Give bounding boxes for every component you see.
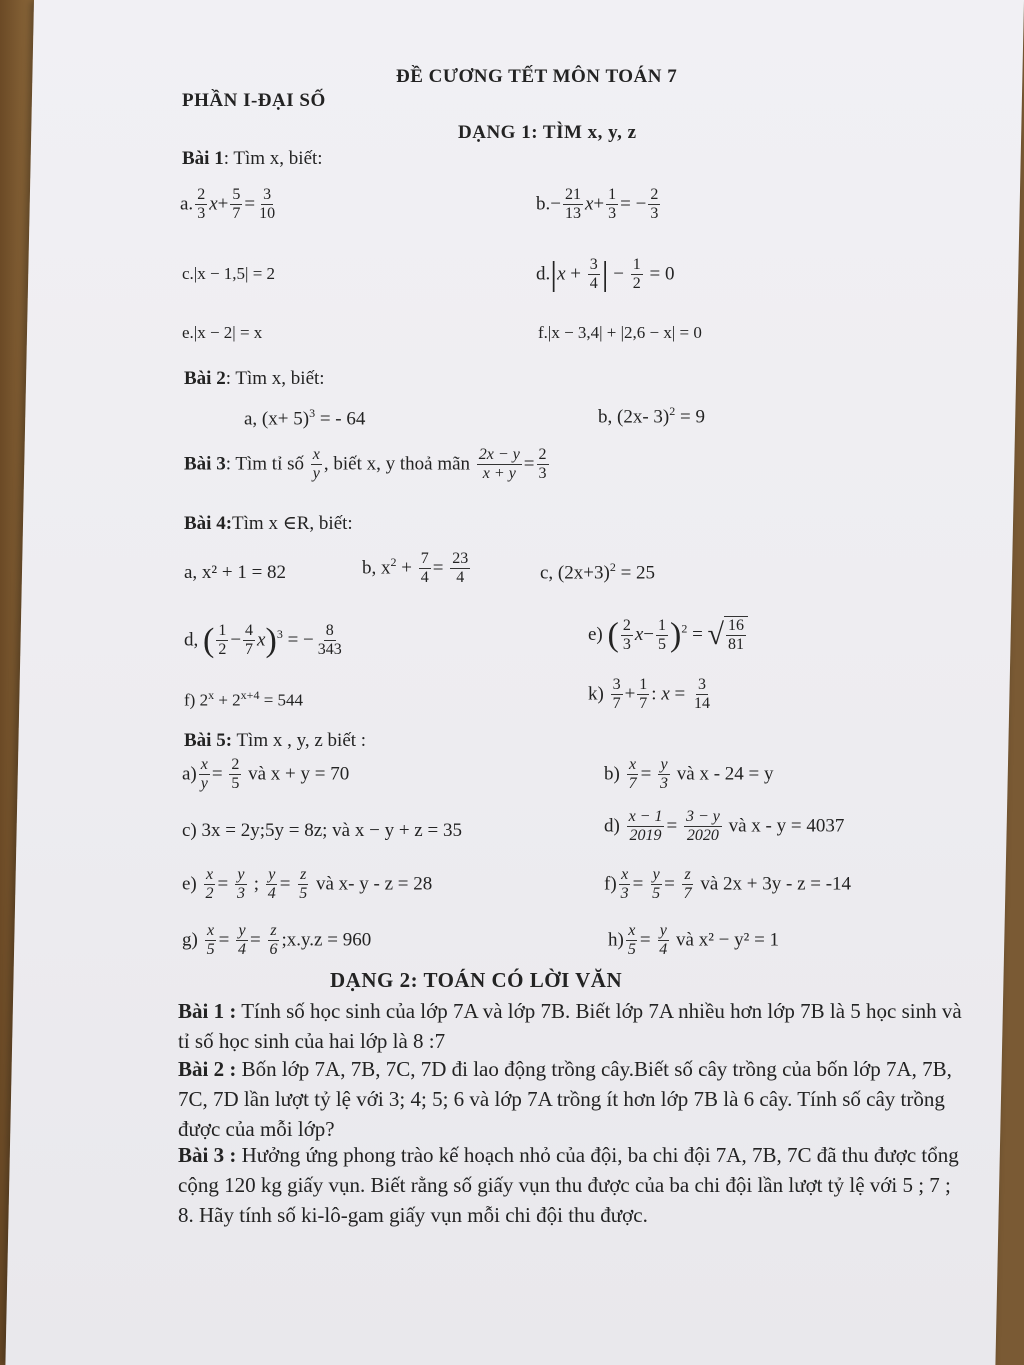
bai5-h: h) $\frac{x}{5}$ = $\frac{y}{4}$ và x² − y² = 1: [608, 922, 780, 959]
bai5-c: c) 3x = 2y;5y = 8z; và x − y + z = 35: [182, 820, 462, 841]
bai3: Bài 3: Tìm tỉ số $\frac{x}{y}$ , biết x, y thoả mãn $\frac{2x - y}{x + y}$ = $\frac{2}{3}$: [184, 446, 547, 483]
bai5-heading: Bài 5: Tìm x , y, z biết :: [184, 730, 367, 751]
bai4-b: b, $x^2$ + $\frac{7}{4}$ = $\frac{23}{4}$: [362, 550, 469, 587]
bai1-c: c.|x − 1,5| = 2: [182, 264, 276, 283]
bai5-b: b) $\frac{x}{7}$ = $\frac{y}{3}$ và x - 24 = y: [604, 756, 774, 793]
dang2-bai1: Bài 1 : Tính số học sinh của lớp 7A và lớp 7B. Biết lớp 7A nhiều hơn lớp 7B là 5 học sinh và tỉ số học sinh của hai lớp là 8 :7: [178, 999, 962, 1053]
bai1-d: d.|x + $\frac{3}{4}$ | − $\frac{1}{2}$ = 0: [536, 255, 675, 293]
bai1-heading: Bài 1: Tìm x, biết:: [182, 148, 323, 169]
bai5-a: a) $\frac{x}{y}$ = $\frac{2}{5}$ và x + y = 70: [182, 756, 350, 793]
bai4-c: c, $(2x+3)^2 = 25$: [540, 560, 656, 584]
bai2-a: a, $(x+ 5)^3$ = - 64: [244, 406, 366, 430]
part-heading: PHẦN I-ĐẠI SỐ: [182, 90, 326, 111]
bai1-a: a. $\frac{2}{3}$ x+ $\frac{5}{7}$ = $\frac{3}{10}$: [180, 186, 276, 223]
bai1-f: f.|x − 3,4| + |2,6 − x| = 0: [538, 323, 702, 342]
worksheet-title: ĐỀ CƯƠNG TẾT MÔN TOÁN 7: [396, 66, 678, 87]
bai4-f: f) $2^x + 2^{x+4} = 544$: [184, 688, 304, 710]
bai4-heading: Bài 4:Tìm x ∈R, biết:: [184, 513, 353, 534]
bai5-d: d) $\frac{x - 1}{2019}$ = $\frac{3 - y}{2020}$ và x - y = 4037: [604, 808, 845, 845]
bai4-a: a, x² + 1 = 82: [184, 562, 287, 583]
section-heading-dang1: DẠNG 1: TÌM x, y, z: [458, 122, 637, 143]
bai1-b: b.− $\frac{21}{13}$ x+ $\frac{1}{3}$ = − $\frac{2}{3}$: [536, 186, 659, 223]
bai2-heading: Bài 2: Tìm x, biết:: [184, 368, 325, 389]
dang2-bai3: Bài 3 : Hưởng ứng phong trào kế hoạch nhỏ của đội, ba chi đội 7A, 7B, 7C đã thu được tổng cộng 120 kg giấy vụn. Biết rằng số giấy vụn thu được của ba chi đội lần lượt tỷ lệ với 5 ; 7 ; 8. Hãy tính số ki-lô-gam giấy vụn mỗi chi đội thu được.: [178, 1143, 959, 1227]
bai4-k: k) $\frac{3}{7}$ + $\frac{1}{7}$ : x = $\frac{3}{14}$: [588, 676, 710, 713]
bai5-g: g) $\frac{x}{5}$ = $\frac{y}{4}$ = $\frac{z}{6}$ ;x.y.z = 960: [182, 922, 372, 959]
dang2-bai2: Bài 2 : Bốn lớp 7A, 7B, 7C, 7D đi lao động trồng cây.Biết số cây trồng của bốn lớp 7A, 7B, 7C, 7D lần lượt tỷ lệ với 3; 4; 5; 6 và lớp 7A trồng ít hơn lớp 7B là 6 cây. Tính số cây trồng được của mỗi lớp?: [178, 1057, 952, 1141]
bai2-b: b, (2x- 3)$^2$ = 9: [598, 404, 705, 428]
bai5-e: e) $\frac{x}{2}$ = $\frac{y}{3}$ ; $\frac{y}{4}$ = $\frac{z}{5}$ và x- y - z = 28: [182, 866, 433, 903]
bai4-e: e) ( $\frac{2}{3}$ x− $\frac{1}{5}$ )$^2$ = √ $\frac{16}{81}$: [588, 616, 748, 655]
bai5-f: f) $\frac{x}{3}$ = $\frac{y}{5}$ = $\frac{z}{7}$ và 2x + 3y - z = -14: [604, 866, 852, 903]
bai1-e: e.|x − 2| = x: [182, 323, 263, 342]
bai4-d: d, ( $\frac{1}{2}$ − $\frac{4}{7}$ x)$^3$ = − $\frac{8}{343}$: [184, 621, 342, 659]
section-heading-dang2: DẠNG 2: TOÁN CÓ LỜI VĂN: [330, 968, 623, 992]
